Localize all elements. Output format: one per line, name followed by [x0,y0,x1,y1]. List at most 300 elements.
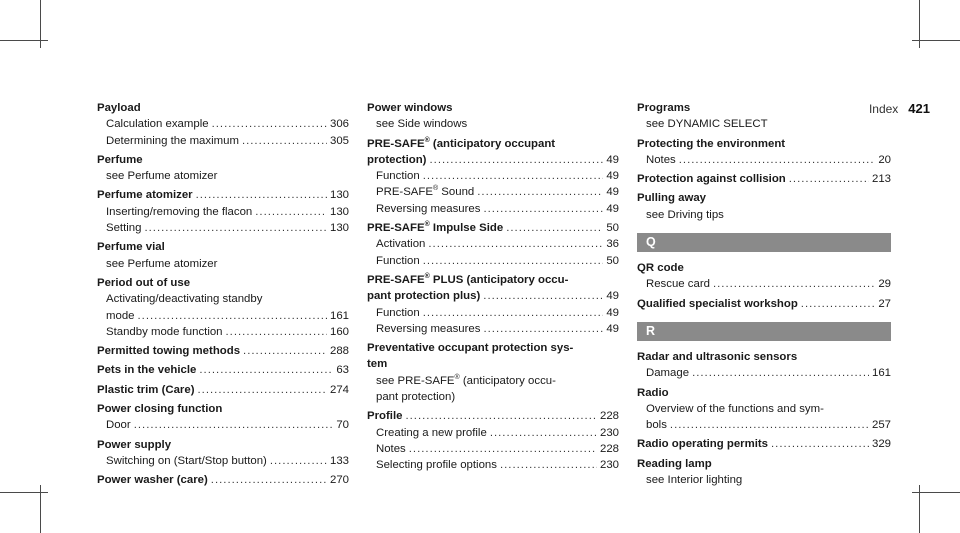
index-subterm[interactable] [97,116,349,132]
term-text [637,385,669,401]
index-term [97,437,349,453]
term-label: PRE-SAFE [376,186,433,199]
crop-mark [0,492,48,493]
term-label: see Side windows [376,118,468,131]
term-label: Function [376,306,420,319]
term-label: Reversing measures [376,322,481,335]
term-text [106,168,217,184]
page-reference[interactable]: 160 [329,325,349,338]
term-label: protection) [367,153,427,166]
term-label: Rescue card [646,278,710,291]
term-label: Inserting/removing the flacon [106,205,253,218]
index-subterm [637,472,891,488]
term-text [376,116,467,132]
term-text [376,441,406,457]
term-text [376,305,420,321]
index-term [637,385,891,401]
index-term[interactable] [97,472,349,488]
index-term[interactable] [637,296,891,312]
page-reference[interactable]: 49 [606,290,619,303]
index-entry [367,100,619,133]
term-text [637,136,785,152]
section-title: Index [868,102,899,116]
term-label: Creating a new profile [376,426,487,439]
term-label: Programs [637,102,691,114]
index-entry [367,136,619,217]
index-subterm[interactable] [367,305,619,321]
registered-mark: ® [432,185,439,193]
term-text [646,401,824,417]
page-reference[interactable]: 63 [336,364,349,377]
term-text [97,362,196,378]
dot-leader [483,288,603,304]
term-text [97,437,171,453]
index-term [367,272,619,288]
dot-leader [692,365,869,381]
term-label-cont: (anticipatory occupant [429,137,556,150]
term-label: Qualified specialist workshop [637,297,798,310]
dot-leader [138,308,327,324]
dot-leader [212,116,327,132]
term-label: Permitted towing methods [97,345,241,358]
page-reference[interactable]: 27 [878,297,891,310]
index-subterm[interactable] [637,365,891,381]
index-subterm [97,291,349,307]
index-subterm [97,168,349,184]
index-entry [637,349,891,382]
term-text [637,100,690,116]
term-label-cont: Impulse Side [429,222,504,235]
index-entry [637,190,891,223]
dot-leader [500,457,597,473]
term-label: Selecting profile options [376,459,497,472]
index-column-1 [97,100,349,492]
term-text [97,472,208,488]
dot-leader [429,152,603,168]
page-reference[interactable]: 49 [606,322,619,335]
term-text [646,365,689,381]
index-term [637,100,891,116]
dot-leader [270,453,327,469]
index-subterm[interactable] [367,201,619,217]
term-label: Pets in the vehicle [97,364,197,377]
term-label: Radio operating permits [637,438,769,451]
term-label: Plastic trim (Care) [97,383,195,396]
term-text [376,168,420,184]
index-term [97,401,349,417]
page-reference[interactable]: 130 [329,189,349,202]
term-text [376,236,425,252]
crop-mark [912,40,960,41]
index-term[interactable] [97,382,349,398]
index-subterm[interactable] [97,324,349,340]
term-label: Perfume [97,153,143,166]
dot-leader [423,305,604,321]
index-term [97,239,349,255]
term-text [376,373,556,389]
term-label: Activating/deactivating standby [106,293,263,306]
page-reference[interactable]: 130 [329,222,349,235]
index-entry [97,382,349,398]
term-label: see Perfume atomizer [106,170,218,183]
page-reference[interactable]: 257 [871,419,891,432]
page-reference[interactable]: 274 [329,383,349,396]
index-column-3 [637,100,891,491]
term-text [367,408,402,424]
index-subterm[interactable] [97,220,349,236]
term-text [106,256,217,272]
index-subterm[interactable] [97,204,349,220]
term-text [106,324,223,340]
index-subterm [97,256,349,272]
page-reference[interactable]: 230 [599,459,619,472]
dot-leader [483,321,603,337]
term-label: Profile [367,410,403,423]
page-reference[interactable]: 213 [871,173,891,186]
term-text [106,291,262,307]
page-reference[interactable]: 49 [606,202,619,215]
index-entry [637,436,891,452]
index-subterm[interactable] [97,417,349,433]
dot-leader [428,236,603,252]
term-text [646,276,710,292]
page-reference[interactable]: 161 [329,309,349,322]
term-label: Setting [106,222,142,235]
page-reference[interactable]: 36 [606,238,619,251]
term-text [106,417,131,433]
page-reference[interactable]: 228 [599,442,619,455]
term-label: Power windows [367,102,453,114]
term-text [646,207,724,223]
page-reference[interactable]: 49 [606,153,619,166]
page-reference[interactable]: 161 [871,367,891,380]
term-label: Perfume vial [97,241,165,254]
dot-leader [801,296,876,312]
term-label: QR code [637,262,684,275]
index-entry [97,152,349,185]
term-label: Power closing function [97,403,223,416]
term-text [367,136,555,152]
index-term[interactable] [637,171,891,187]
term-text [106,116,209,132]
dot-leader [423,253,604,269]
index-subterm [637,116,891,132]
term-text [637,436,768,452]
index-subterm[interactable] [367,253,619,269]
term-label: Power supply [97,438,172,451]
index-entry [97,401,349,434]
page-reference[interactable]: 49 [606,170,619,183]
term-text [106,220,141,236]
term-text [637,260,684,276]
index-term [637,349,891,365]
page-reference[interactable]: 29 [878,278,891,291]
page-reference[interactable]: 50 [606,222,619,235]
page-reference[interactable]: 130 [329,205,349,218]
index-term [637,260,891,276]
crop-mark [912,492,960,493]
term-text [646,152,676,168]
page-reference[interactable]: 50 [606,254,619,267]
term-label: bols [646,419,667,432]
page-reference[interactable]: 49 [606,306,619,319]
term-text [646,417,667,433]
index-entry [97,437,349,470]
term-text [367,356,387,372]
term-text [637,349,797,365]
index-letter-heading: R [637,322,891,341]
index-entry [367,272,619,337]
term-label: Overview of the functions and sym- [646,402,824,415]
page-reference[interactable]: 70 [336,419,349,432]
term-label: Damage [646,367,690,380]
index-subterm [637,401,891,417]
index-entry [97,187,349,236]
index-term[interactable] [367,408,619,424]
index-subterm[interactable] [97,133,349,149]
term-text [97,275,190,291]
term-text [367,220,503,236]
index-entry [97,239,349,272]
index-term[interactable] [97,343,349,359]
index-subterm [367,116,619,132]
term-label: PRE-SAFE [367,137,425,150]
term-text [106,308,135,324]
term-text [367,100,452,116]
dot-leader [771,436,869,452]
registered-mark: ® [424,136,430,144]
term-label: Calculation example [106,118,209,131]
page-reference[interactable]: 306 [329,118,349,131]
term-text [646,472,742,488]
index-subterm[interactable] [637,276,891,292]
dot-leader [242,133,327,149]
dot-leader [134,417,334,433]
term-text [106,133,239,149]
index-entry [97,472,349,488]
index-entry [367,220,619,269]
crop-mark [0,40,48,41]
index-entry [637,456,891,489]
registered-mark: ® [424,221,430,229]
dot-leader [144,220,327,236]
index-subterm[interactable] [637,417,891,433]
index-subterm[interactable] [97,453,349,469]
dot-leader [483,201,603,217]
term-label: Determining the maximum [106,134,239,147]
index-entry [637,100,891,133]
term-label: Switching on (Start/Stop button) [106,454,267,467]
dot-leader [226,324,327,340]
page-reference[interactable]: 305 [329,134,349,147]
term-text [376,389,455,405]
index-entry [637,385,891,434]
index-entry [637,171,891,187]
term-label: Door [106,419,131,432]
term-label-cont: (anticipatory occu- [459,374,556,387]
index-subterm[interactable] [367,168,619,184]
term-label: Protection against collision [637,173,786,186]
term-text [376,201,480,217]
term-text [367,152,426,168]
dot-leader [243,343,327,359]
term-text [97,343,240,359]
term-label: Period out of use [97,276,191,289]
dot-leader [405,408,597,424]
index-subterm [367,373,619,389]
dot-leader [423,168,604,184]
term-text [97,401,222,417]
index-term[interactable] [637,436,891,452]
term-label: Function [376,254,420,267]
index-column-2 [367,100,619,477]
term-label: Power washer (care) [97,474,208,487]
term-label-cont: PLUS (anticipatory occu- [429,273,569,286]
index-entry [97,343,349,359]
dot-leader [198,382,327,398]
page-reference[interactable]: 288 [329,345,349,358]
term-text [376,425,487,441]
index-subterm[interactable] [97,308,349,324]
term-text [106,204,252,220]
index-term [637,456,891,472]
index-term [367,100,619,116]
term-text [97,382,195,398]
dot-leader [506,220,603,236]
term-text [367,288,480,304]
term-label: see DYNAMIC SELECT [646,118,768,131]
term-text [376,321,480,337]
index-entry [367,340,619,405]
index-subterm [367,389,619,405]
term-text [367,340,573,356]
dot-leader [789,171,869,187]
dot-leader [477,184,603,200]
page-reference[interactable]: 228 [599,410,619,423]
index-term[interactable] [367,152,619,168]
term-label-cont: Sound [438,186,475,199]
term-label: pant protection plus) [367,290,481,303]
page-number: 421 [908,101,930,116]
term-label: Reversing measures [376,202,481,215]
dot-leader [196,187,327,203]
term-label: mode [106,309,135,322]
index-term [97,152,349,168]
index-term [97,275,349,291]
term-label: Activation [376,238,426,251]
term-text [97,239,165,255]
registered-mark: ® [454,373,460,381]
term-text [376,253,420,269]
index-subterm[interactable] [367,236,619,252]
index-term [637,136,891,152]
term-label: tem [367,358,388,371]
term-text [97,187,193,203]
index-subterm[interactable] [367,457,619,473]
term-label: Radio [637,386,669,399]
term-text [97,100,141,116]
term-label: see Interior lighting [646,474,743,487]
term-text [97,152,143,168]
term-label: see Driving tips [646,208,724,221]
term-label: Reading lamp [637,457,712,470]
term-label: PRE-SAFE [367,222,425,235]
index-term[interactable] [367,220,619,236]
dot-leader [199,362,333,378]
index-subterm[interactable] [637,152,891,168]
index-term [367,356,619,372]
page-reference[interactable]: 270 [329,474,349,487]
index-subterm[interactable] [367,441,619,457]
dot-leader [670,417,869,433]
term-label: Radar and ultrasonic sensors [637,350,798,363]
dot-leader [713,276,875,292]
term-text [376,457,497,473]
term-label: Protecting the environment [637,137,786,150]
term-label: pant protection) [376,391,456,404]
page-reference[interactable]: 329 [871,438,891,451]
index-term [637,190,891,206]
term-label: Standby mode function [106,325,223,338]
term-label: Notes [376,442,406,455]
term-text [646,116,768,132]
term-label: Pulling away [637,192,706,205]
term-text [367,272,568,288]
term-text [376,184,474,200]
index-entry [97,362,349,378]
term-label: Preventative occupant protection sys- [367,342,574,355]
term-label: PRE-SAFE [367,273,425,286]
page-reference[interactable]: 20 [878,153,891,166]
page-reference[interactable]: 133 [329,454,349,467]
term-text [637,296,798,312]
term-label: Perfume atomizer [97,189,193,202]
index-entry [367,408,619,473]
registered-mark: ® [424,273,430,281]
dot-leader [679,152,876,168]
index-term[interactable] [97,187,349,203]
term-text [637,456,712,472]
term-label: Notes [646,153,676,166]
term-text [106,453,267,469]
term-label: Payload [97,102,141,114]
term-text [637,171,786,187]
page-reference[interactable]: 49 [606,186,619,199]
index-entry [637,260,891,293]
dot-leader [211,472,327,488]
index-subterm [637,207,891,223]
term-label: Function [376,170,420,183]
dot-leader [490,425,597,441]
index-term [97,100,349,116]
index-entry [97,275,349,340]
index-subterm[interactable] [367,184,619,200]
index-term [367,136,619,152]
index-letter-heading: Q [637,233,891,252]
page-reference[interactable]: 230 [599,426,619,439]
index-subterm[interactable] [367,425,619,441]
index-term [367,340,619,356]
dot-leader [409,441,597,457]
dot-leader [255,204,327,220]
term-text [637,190,706,206]
index-term[interactable] [367,288,619,304]
index-subterm[interactable] [367,321,619,337]
term-label: see PRE-SAFE [376,374,455,387]
index-entry [637,296,891,312]
index-entry [97,100,349,149]
index-term[interactable] [97,362,349,378]
